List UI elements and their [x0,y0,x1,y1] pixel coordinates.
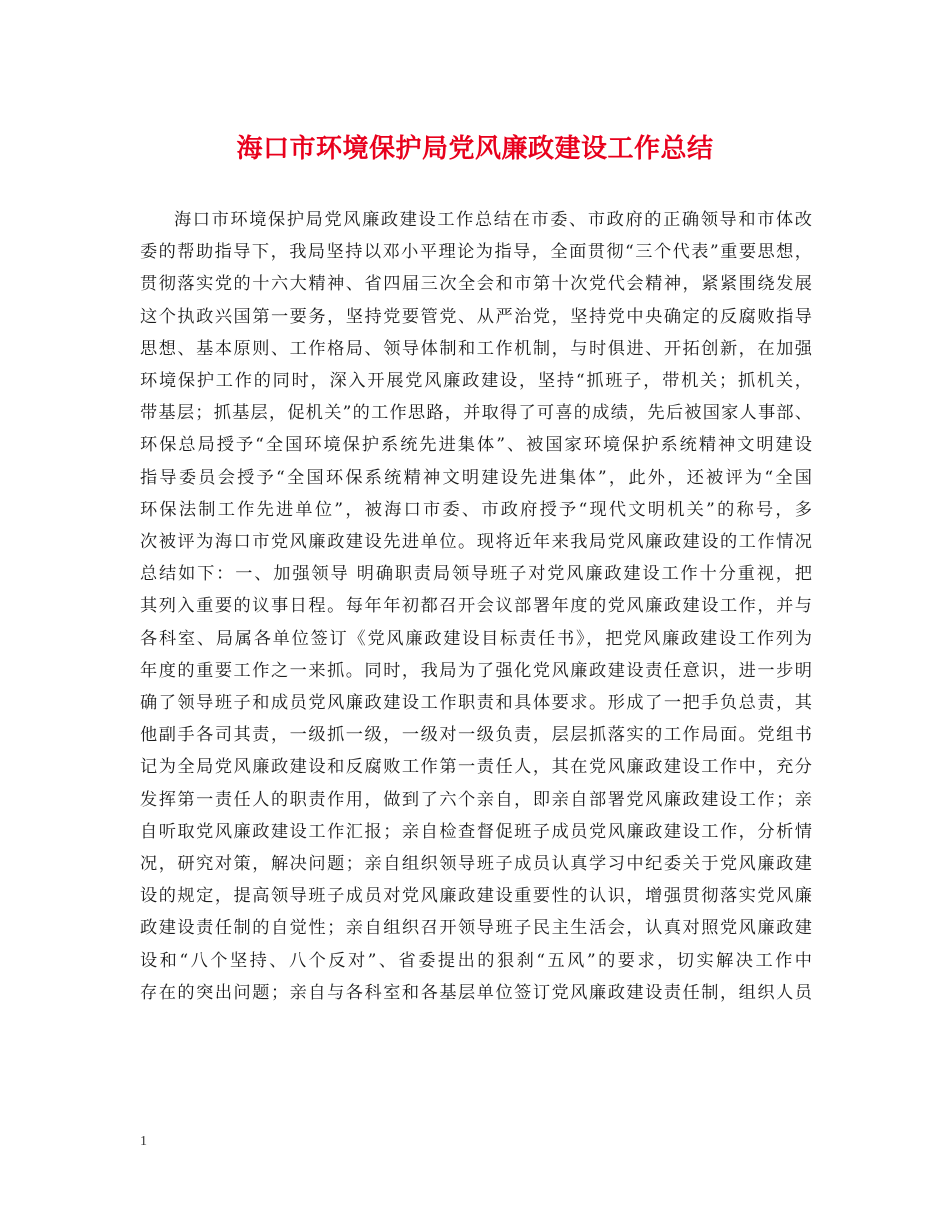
body-line: 各科室、局属各单位签订《党风廉政建设目标责任书》，把党风廉政建设工作列为 [140,628,812,649]
body-line: 环境保护工作的同时，深入开展党风廉政建设，坚持“抓班子，带机关；抓机关， [140,371,812,392]
body-line: 指导委员会授予“全国环保系统精神文明建设先进集体”，此外，还被评为“全国 [140,467,812,488]
body-line: 环保总局授予“全国环境保护系统先进集体”、被国家环境保护系统精神文明建设 [140,435,812,456]
body-line: 其列入重要的议事日程。每年年初都召开会议部署年度的党风廉政建设工作，并与 [140,596,812,617]
body-line: 总结如下：一、加强领导 明确职责局领导班子对党风廉政建设工作十分重视，把 [140,564,812,585]
body-line: 发挥第一责任人的职责作用，做到了六个亲自，即亲自部署党风廉政建设工作；亲 [140,789,812,810]
body-line: 次被评为海口市党风廉政建设先进单位。现将近年来我局党风廉政建设的工作情况 [140,532,812,553]
body-line: 政建设责任制的自觉性；亲自组织召开领导班子民主生活会，认真对照党风廉政建 [140,918,812,939]
body-line: 海口市环境保护局党风廉政建设工作总结在市委、市政府的正确领导和市体改 [174,210,812,230]
body-line: 贯彻落实党的十六大精神、省四届三次全会和市第十次党代会精神，紧紧围绕发展 [140,274,812,295]
page-number: 1 [140,1134,147,1149]
body-line: 带基层；抓基层，促机关”的工作思路，并取得了可喜的成绩，先后被国家人事部、 [140,403,812,424]
body-line: 况，研究对策，解决问题；亲自组织领导班子成员认真学习中纪委关于党风廉政建 [140,854,812,875]
body-line: 环保法制工作先进单位”，被海口市委、市政府授予“现代文明机关”的称号，多 [140,499,812,520]
body-line: 自听取党风廉政建设工作汇报；亲自检查督促班子成员党风廉政建设工作，分析情 [140,821,812,842]
body-line: 记为全局党风廉政建设和反腐败工作第一责任人，其在党风廉政建设工作中，充分 [140,757,812,778]
body-line: 设的规定，提高领导班子成员对党风廉政建设重要性的认识，增强贯彻落实党风廉 [140,886,812,907]
body-line: 委的帮助指导下，我局坚持以邓小平理论为指导，全面贯彻“三个代表”重要思想， [140,242,812,263]
body-line: 思想、基本原则、工作格局、领导体制和工作机制，与时俱进、开拓创新，在加强 [140,338,812,359]
body-line: 他副手各司其责，一级抓一级，一级对一级负责，层层抓落实的工作局面。党组书 [140,725,812,746]
body-line: 这个执政兴国第一要务，坚持党要管党、从严治党，坚持党中央确定的反腐败指导 [140,306,812,327]
body-line: 年度的重要工作之一来抓。同时，我局为了强化党风廉政建设责任意识，进一步明 [140,660,812,681]
body-line: 存在的突出问题；亲自与各科室和各基层单位签订党风廉政建设责任制，组织人员 [140,982,812,1003]
body-line: 设和“八个坚持、八个反对”、省委提出的狠刹“五风”的要求，切实解决工作中 [140,950,812,971]
document-title: 海口市环境保护局党风廉政建设工作总结 [236,134,714,164]
body-line: 确了领导班子和成员党风廉政建设工作职责和具体要求。形成了一把手负总责，其 [140,693,812,714]
document-body [140,204,812,1009]
